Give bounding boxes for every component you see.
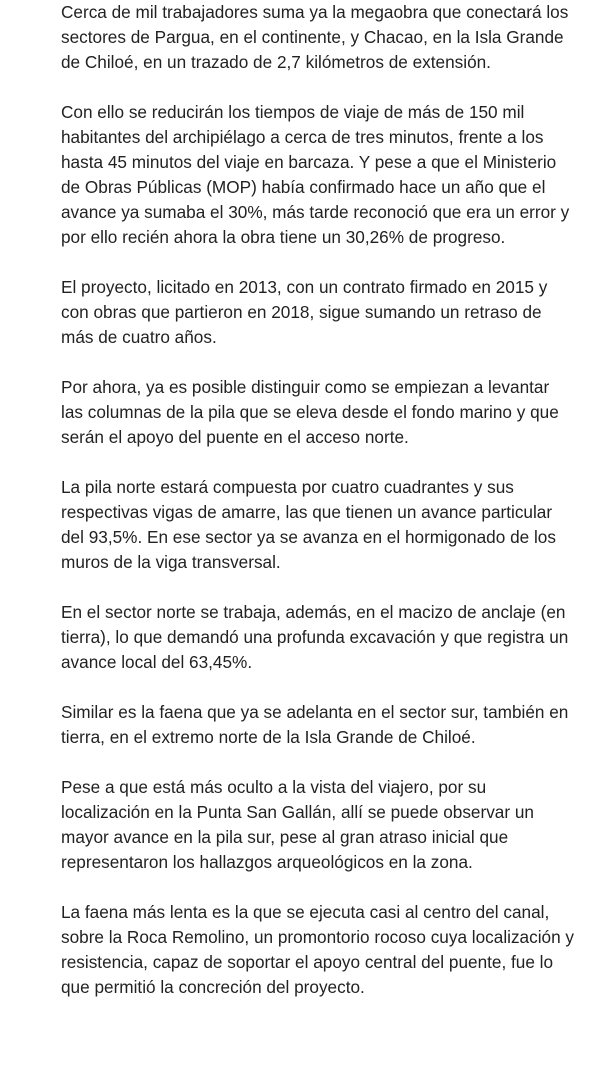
paragraph-2: Con ello se reducirán los tiempos de viaje de más de 150 mil habitantes del archipiélago a cerca de tres minutos, frente a los hasta 45 minutos del viaje en barcaza. Y pese a que el Ministerio de Obras Públicas (MOP) había confirmado hace un año que el avance ya sumaba el 30%, más tarde reconoció que era un error y por ello recién ahora la obra tiene un 30,26% de progreso. xyxy=(61,102,570,247)
paragraph-7: Similar es la faena que ya se adelanta en el sector sur, también en tierra, en el extremo norte de la Isla Grande de Chiloé. xyxy=(61,702,569,747)
paragraph-4: Por ahora, ya es posible distinguir como se empiezan a levantar las columnas de la pila que se eleva desde el fondo marino y que serán el apoyo del puente en el acceso norte. xyxy=(61,377,559,447)
paragraph-5: La pila norte estará compuesta por cuatro cuadrantes y sus respectivas vigas de amarre, las que tienen un avance particular del 93,5%. En ese sector ya se avanza en el hormigonado de los muros de la viga transversal. xyxy=(61,477,556,572)
paragraph-3: El proyecto, licitado en 2013, con un contrato firmado en 2015 y con obras que partieron en 2018, sigue sumando un retraso de más de cuatro años. xyxy=(61,277,548,347)
paragraph-8: Pese a que está más oculto a la vista del viajero, por su localización en la Punta San Gallán, allí se puede observar un mayor avance en la pila sur, pese al gran atraso inicial que representaron los hallazgos arqueológicos en la zona. xyxy=(61,777,534,872)
paragraph-6: En el sector norte se trabaja, además, en el macizo de anclaje (en tierra), lo que demandó una profunda excavación y que registra un avance local del 63,45%. xyxy=(61,602,569,672)
paragraph-1: Cerca de mil trabajadores suma ya la megaobra que conectará los sectores de Pargua, en el continente, y Chacao, en la Isla Grande de Chiloé, en un trazado de 2,7 kilómetros de extensión. xyxy=(61,2,569,72)
paragraph-9: La faena más lenta es la que se ejecuta casi al centro del canal, sobre la Roca Remolino, un promontorio rocoso cuya localización y resistencia, capaz de soportar el apoyo central del puente, fue lo que permitió la concreción del proyecto. xyxy=(61,902,575,997)
